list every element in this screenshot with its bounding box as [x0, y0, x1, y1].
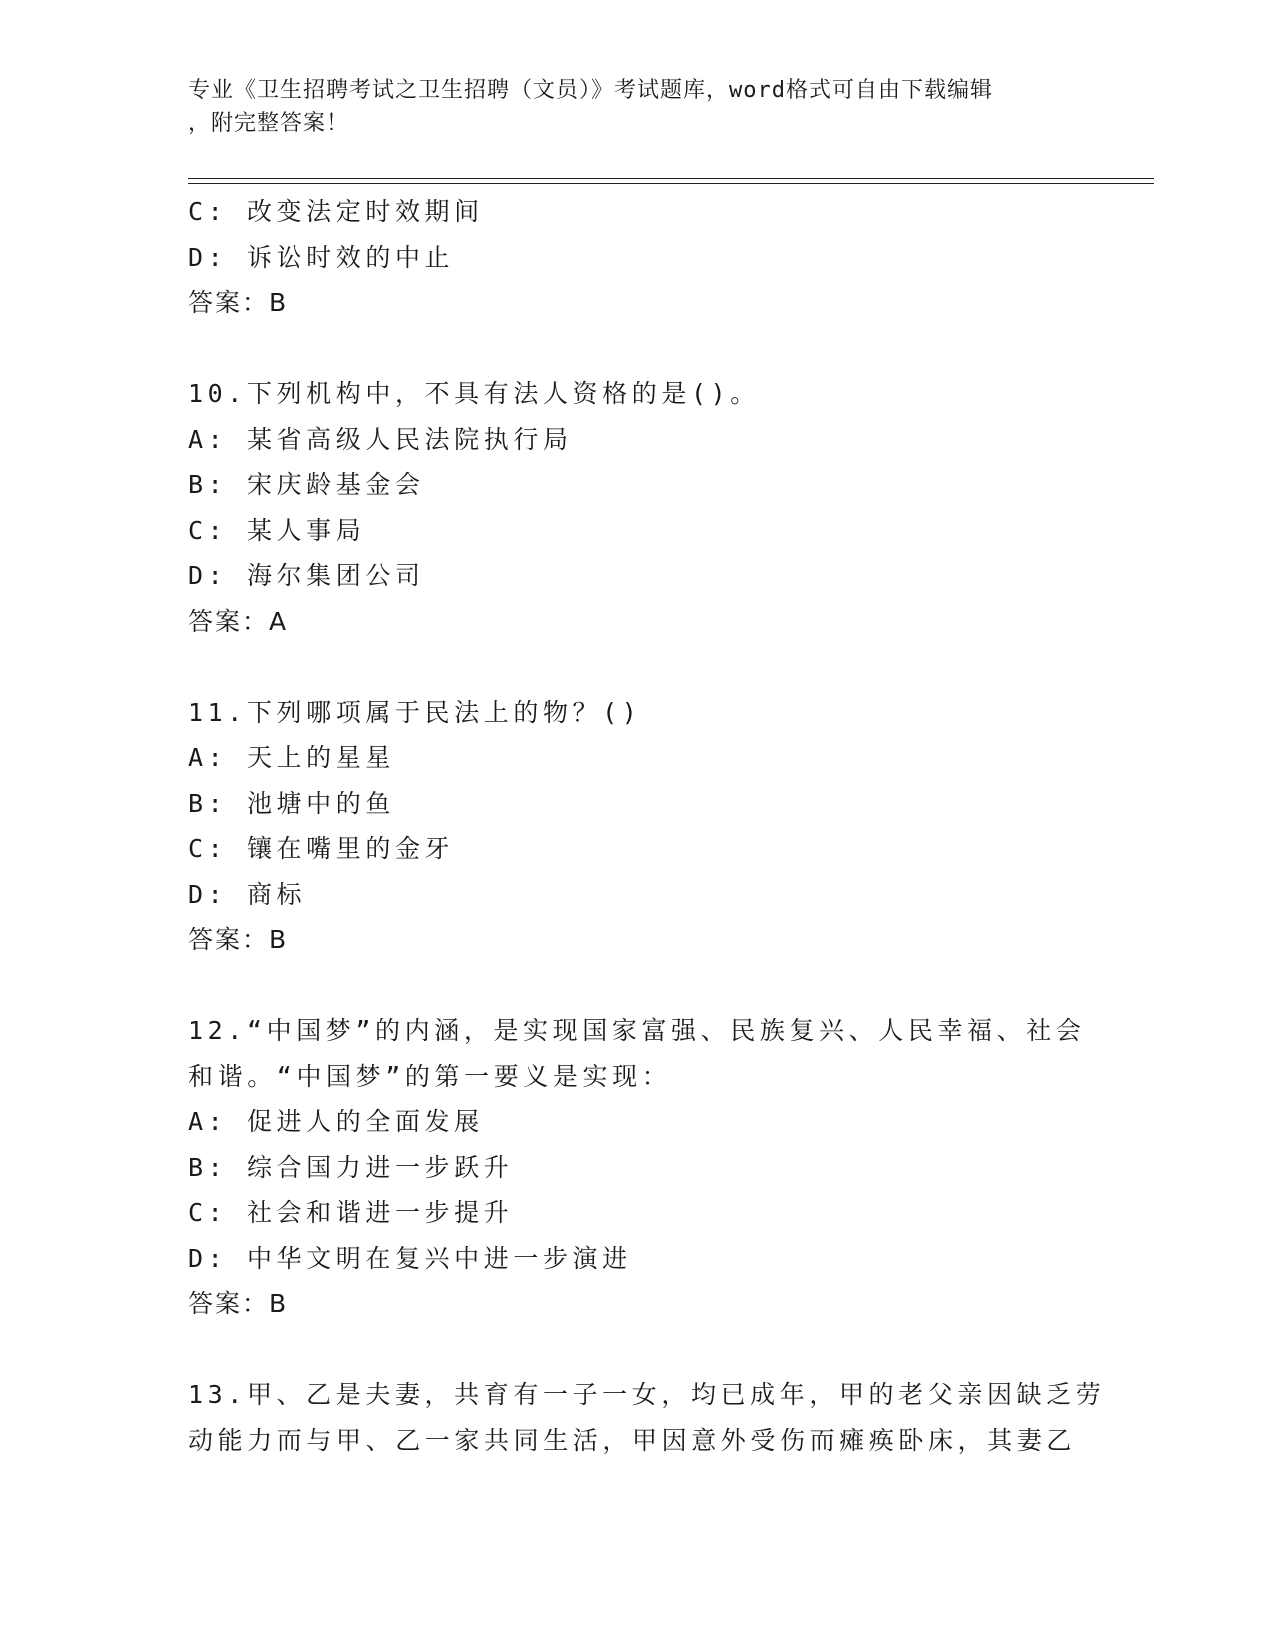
- option-d: D: 海尔集团公司: [188, 561, 425, 590]
- question-stem-line-2: 和谐。“中国梦”的第一要义是实现：: [188, 1061, 672, 1091]
- question-stem-line-1: 12.“中国梦”的内涵，是实现国家富强、民族复兴、人民幸福、社会: [188, 1016, 1086, 1045]
- question-12: [188, 1008, 1086, 1327]
- option-a: A: 促进人的全面发展: [188, 1107, 484, 1136]
- page-header: [188, 74, 1088, 140]
- question-stem: 11.下列哪项属于民法上的物？(): [188, 697, 642, 727]
- question-11: [188, 690, 1068, 963]
- option-c: C: 改变法定时效期间: [188, 197, 484, 226]
- option-a: A: 某省高级人民法院执行局: [188, 424, 573, 454]
- header-line-1: 专业《卫生招聘考试之卫生招聘（文员）》考试题库，word格式可自由下载编辑: [188, 78, 993, 103]
- answer: 答案：B: [188, 925, 289, 954]
- option-b: B: 综合国力进一步跃升: [188, 1152, 514, 1182]
- option-d: D: 中华文明在复兴中进一步演进: [188, 1243, 632, 1273]
- spacer: [188, 326, 1068, 372]
- previous-question-tail: [188, 189, 1068, 326]
- question-10: [188, 371, 1068, 644]
- answer: 答案：A: [188, 606, 289, 636]
- option-c: C: 某人事局: [188, 515, 366, 545]
- answer: 答案：B: [188, 1289, 289, 1318]
- option-d: D: 诉讼时效的中止: [188, 242, 455, 272]
- question-stem-line-2: 动能力而与甲、乙一家共同生活，甲因意外受伤而瘫痪卧床，其妻乙: [188, 1425, 1077, 1455]
- option-c: C: 社会和谐进一步提升: [188, 1198, 514, 1227]
- option-b: B: 池塘中的鱼: [188, 788, 395, 818]
- option-a: A: 天上的星星: [188, 743, 395, 772]
- spacer: [188, 1327, 1068, 1373]
- option-d: D: 商标: [188, 879, 307, 909]
- spacer: [188, 963, 1068, 1009]
- option-b: B: 宋庆龄基金会: [188, 470, 425, 499]
- option-c: C: 镶在嘴里的金牙: [188, 834, 455, 863]
- question-content: [188, 189, 1106, 1463]
- question-13: [188, 1372, 1106, 1463]
- question-stem-line-1: 13.甲、乙是夫妻，共育有一子一女，均已成年，甲的老父亲因缺乏劳: [188, 1380, 1106, 1409]
- header-line-2: ，附完整答案！: [188, 111, 350, 136]
- spacer: [188, 644, 1068, 690]
- header-divider-bottom: [188, 183, 1154, 184]
- question-stem: 10.下列机构中，不具有法人资格的是()。: [188, 379, 760, 408]
- answer: 答案：B: [188, 288, 289, 317]
- header-divider-top: [188, 178, 1154, 179]
